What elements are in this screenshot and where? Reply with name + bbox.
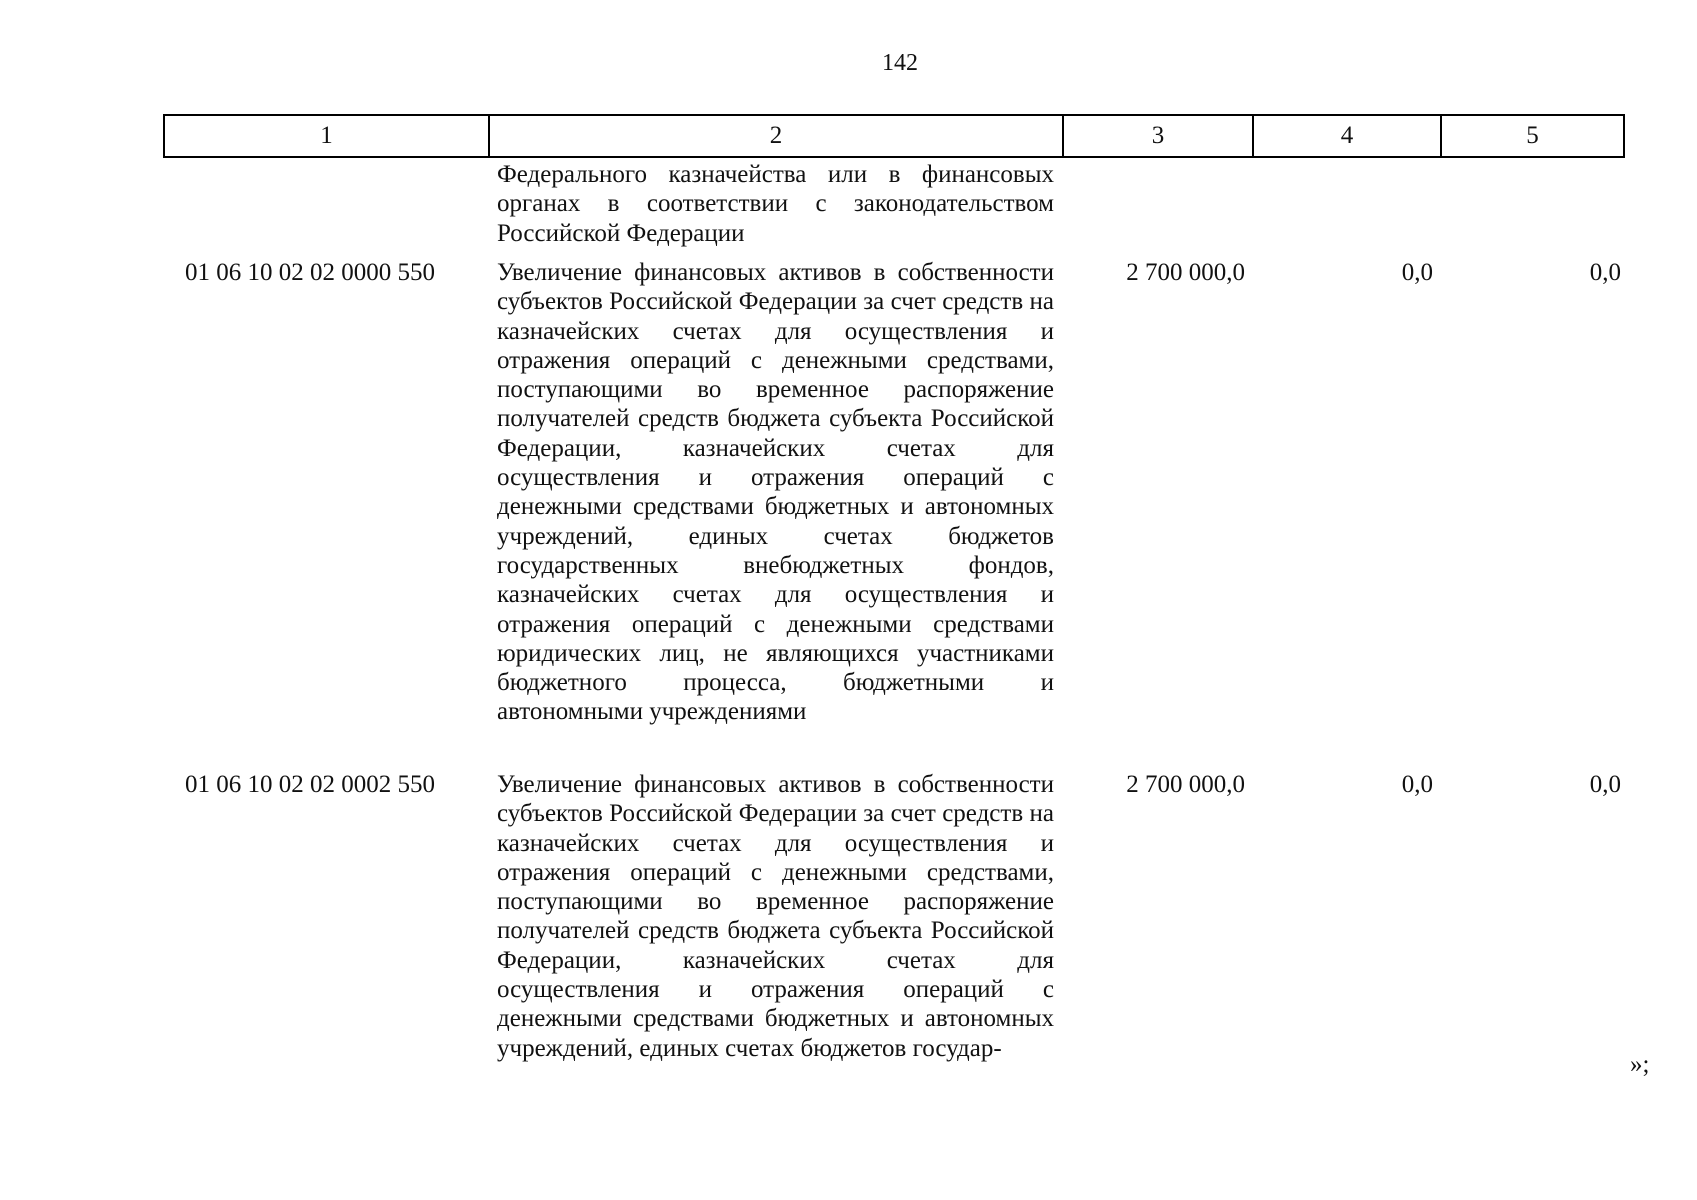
row-value-col4: 0,0 bbox=[1401, 771, 1433, 798]
row-code: 01 06 10 02 02 0000 550 bbox=[185, 259, 435, 286]
row-value-col5: 0,0 bbox=[1589, 771, 1621, 798]
row-value-col5: 0,0 bbox=[1589, 259, 1621, 286]
column-header-5: 5 bbox=[1442, 116, 1625, 156]
closing-quote-mark: »; bbox=[1630, 1051, 1650, 1078]
row-description: Увеличение финансовых активов в собственности субъектов Российской Федерации за счет средств на казначейских счетах для осуществления и отражения операций с денежными средствами, поступающими во временное распоряжение получателей средств бюджета субъекта Российской Федерации, казначейских счетах для осуществления и отражения операций с денежными средствами бюджетных и автономных учреждений, единых счетах бюджетов государственных внебюджетных фондов, казначейских счетах для осуществления и отражения операций с денежными средствами юридических лиц, не являющихся участниками бюджетного процесса, бюджетными и автономными учреждениями bbox=[497, 259, 1054, 726]
column-header-4: 4 bbox=[1254, 116, 1442, 156]
table-header bbox=[163, 114, 1625, 158]
row-value-col3: 2 700 000,0 bbox=[1126, 771, 1245, 798]
column-header-1: 1 bbox=[165, 116, 490, 156]
row-code: 01 06 10 02 02 0002 550 bbox=[185, 771, 435, 798]
column-header-2: 2 bbox=[490, 116, 1064, 156]
row-value-col4: 0,0 bbox=[1401, 259, 1433, 286]
column-header-3: 3 bbox=[1064, 116, 1254, 156]
page-number: 142 bbox=[882, 50, 918, 76]
row-description: Увеличение финансовых активов в собственности субъектов Российской Федерации за счет средств на казначейских счетах для осуществления и отражения операций с денежными средствами, поступающими во временное распоряжение получателей средств бюджета субъекта Российской Федерации, казначейских счетах для осуществления и отражения операций с денежными средствами бюджетных и автономных учреждений, единых счетах бюджетов государ- bbox=[497, 771, 1054, 1062]
row-description: Федерального казначейства или в финансовых органах в соответствии с законодательством Российской Федерации bbox=[497, 161, 1054, 247]
row-value-col3: 2 700 000,0 bbox=[1126, 259, 1245, 286]
